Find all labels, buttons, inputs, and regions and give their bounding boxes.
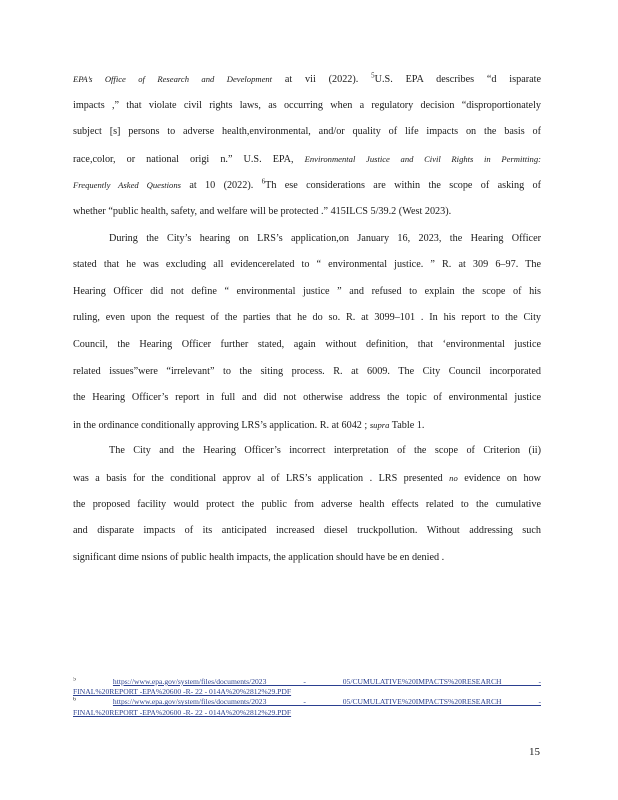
text-run: was a basis for the conditional approv al of LRS’s application . LRS presented [73, 472, 450, 484]
text-line [73, 305, 541, 332]
footnote-ref[interactable]: 6 [261, 177, 266, 186]
text-run: During the City’s hearing on LRS’s application,on January 16, 2023, the Hearing Officer [109, 232, 541, 244]
footnote-link-line1[interactable]: https://www.epa.gov/system/files/documents/2023 - 05/CUMULATIVE%20IMPACTS%20RESEARCH - [112, 697, 541, 707]
italic-text: no [449, 472, 458, 483]
text-line [73, 252, 541, 279]
text-line [73, 385, 541, 412]
text-line [73, 199, 541, 226]
text-line [73, 438, 541, 465]
footnote-link-line1[interactable]: https://www.epa.gov/system/files/documents/2023 - 05/CUMULATIVE%20IMPACTS%20RESEARCH - [112, 677, 541, 686]
text-run: at 10 (2022). [181, 180, 262, 192]
footnotes [73, 677, 541, 718]
footnote-number: 6 [73, 697, 76, 703]
body-text [73, 66, 541, 571]
text-run: Hearing Officer did not define “ environmental justice ” and refused to explain the scope of his [73, 285, 541, 297]
text-line [73, 279, 541, 306]
text-line [73, 172, 541, 199]
footnote-link-line2[interactable]: FINAL%20REPORT -EPA%20600 -R- 22 - 014A%20%2812%29.PDF [73, 687, 292, 697]
text-run: Th ese considerations are within the scope of asking of [265, 180, 541, 192]
text-run: related issues”were “irrelevant” to the siting process. R. at 6009. The City Council incorporated [73, 365, 541, 377]
footnote-5[interactable] [73, 677, 541, 697]
text-line [73, 359, 541, 386]
text-run: subject [s] persons to adverse health,environmental, and/or quality of life impacts on the basis of [73, 126, 541, 138]
text-line [73, 93, 541, 120]
text-run: the Hearing Officer’s report in full and did not otherwise address the topic of environmental justice [73, 392, 541, 404]
text-line [73, 146, 541, 173]
text-line [73, 518, 541, 545]
text-line [73, 465, 541, 492]
text-line [73, 545, 541, 572]
text-run: evidence on how [457, 472, 541, 484]
text-run: at vii (2022). [272, 74, 372, 85]
text-run: race,color, or national origi n.” U.S. EPA, [73, 153, 305, 165]
footnote-ref[interactable]: 5 [371, 71, 375, 80]
text-run: whether “public health, safety, and welfare will be protected .” 415ILCS 5/39.2 (West 2023). [73, 205, 452, 217]
italic-text: Frequently Asked Questions [73, 180, 182, 191]
text-run: ruling, even upon the request of the parties that he do so. R. at 3099–101 . In his report to the City [73, 312, 541, 324]
text-run: Council, the Hearing Officer further stated, again without definition, that ‘environmental justice [73, 338, 541, 350]
text-run: The City and the Hearing Officer’s incorrect interpretation of the scope of Criterion (ii) [109, 445, 541, 457]
footnote-link-line2[interactable]: FINAL%20REPORT -EPA%20600 -R- 22 - 014A%20%2812%29.PDF [73, 707, 292, 717]
text-line [73, 332, 541, 359]
text-line [73, 492, 541, 519]
text-run: significant dime nsions of public health impacts, the application should have be en denied . [73, 551, 445, 563]
text-run: the proposed facility would protect the public from adverse health effects related to the cumulative [73, 498, 541, 510]
text-run: stated that he was excluding all evidencerelated to “ environmental justice. ” R. at 309 6–97. The [73, 259, 541, 271]
footnote-number: 5 [73, 677, 76, 683]
text-run: and disparate impacts of its anticipated increased diesel truckpollution. Without addressing such [73, 525, 541, 537]
italic-text: EPA’s Office of Research and Development [73, 74, 273, 84]
text-run: in the ordinance conditionally approving LRS’s application. R. at 6042 ; [73, 419, 370, 431]
text-line [73, 119, 541, 146]
page-number: 15 [529, 746, 540, 758]
text-run: U.S. EPA describes “d isparate [374, 74, 541, 85]
text-run: impacts ,” that violate civil rights laws, as occurring when a regulatory decision “disproportionately [73, 99, 541, 111]
text-line [73, 226, 541, 253]
italic-text: Environmental Justice and Civil Rights in Permitting: [304, 153, 541, 164]
text-line [73, 412, 541, 439]
italic-text: supra [369, 419, 390, 430]
footnote-6[interactable] [73, 697, 541, 717]
text-line [73, 66, 541, 93]
text-run: Table 1. [389, 419, 425, 431]
